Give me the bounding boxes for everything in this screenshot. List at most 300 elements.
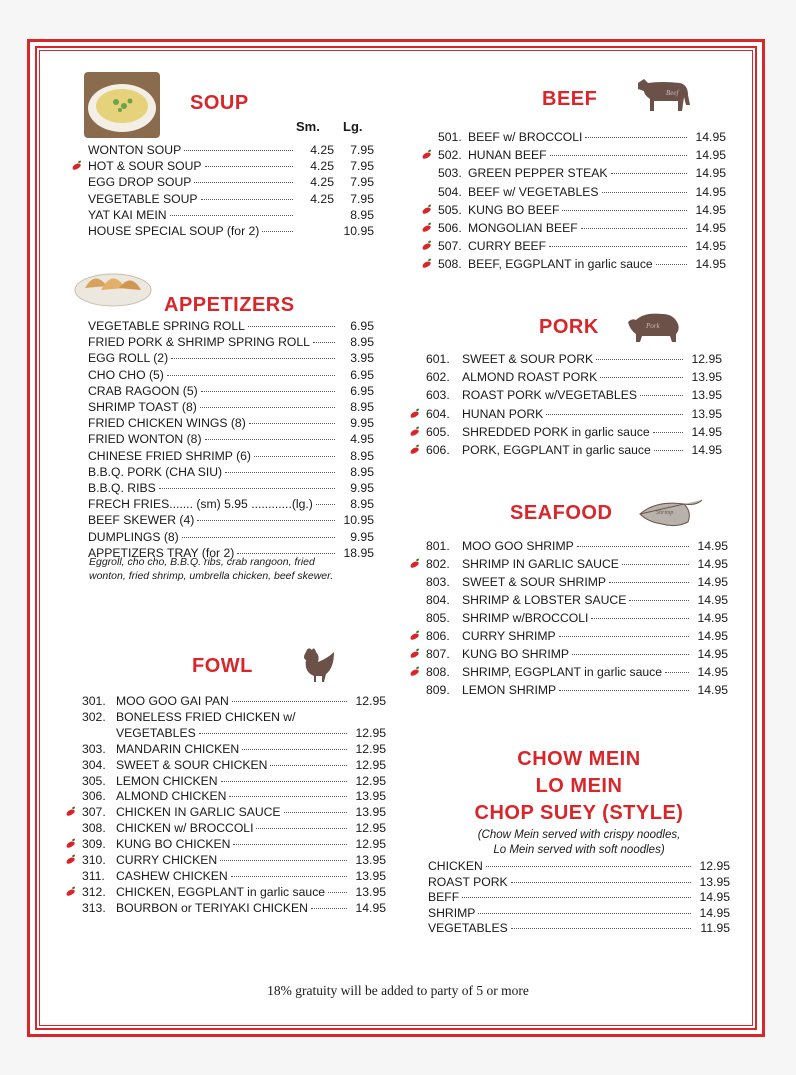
soup-item-row <box>88 223 374 239</box>
soup-item-price-small: 4.25 <box>310 191 334 206</box>
dot-leader <box>600 377 683 378</box>
dot-leader <box>184 150 293 151</box>
beef-heading: BEEF <box>542 88 598 110</box>
pork-item-name: PORK, EGGPLANT in garlic sauce <box>462 443 651 457</box>
seafood-item-number: 802. <box>426 557 450 571</box>
beef-item-name: KUNG BO BEEF <box>468 202 560 217</box>
soup-heading: SOUP <box>190 92 249 114</box>
seafood-item-price: 14.95 <box>697 647 728 661</box>
pork-item-number: 601. <box>426 352 450 366</box>
fowl-item-row <box>82 788 386 804</box>
soup-item-row <box>88 174 374 190</box>
seafood-item-name: MOO GOO SHRIMP <box>462 539 574 553</box>
soup-item-price-small: 4.25 <box>310 159 334 174</box>
dot-leader <box>511 882 691 883</box>
shrimp-icon-label: Shrimp <box>656 510 674 516</box>
appetizers-item-name: CRAB RAGOON (5) <box>88 383 198 398</box>
soup-item-price-large: 7.95 <box>350 175 374 190</box>
appetizers-item-name: CHINESE FRIED SHRIMP (6) <box>88 448 251 463</box>
dot-leader <box>256 828 347 829</box>
fowl-item-name: CHICKEN IN GARLIC SAUCE <box>116 805 281 820</box>
soup-item-price-large: 10.95 <box>343 224 374 238</box>
beef-item-number: 502. <box>438 148 462 163</box>
fowl-item-number: 312. <box>82 884 106 899</box>
chowmein-heading-line2: LO MEIN <box>535 775 623 797</box>
fowl-item-price: 13.95 <box>355 868 386 883</box>
fowl-item-name: SWEET & SOUR CHICKEN <box>116 757 268 772</box>
dot-leader <box>233 844 347 845</box>
seafood-item-name: SHRIMP w/BROCCOLI <box>462 611 589 625</box>
seafood-item-row <box>426 538 728 554</box>
dot-leader <box>550 155 687 156</box>
appetizers-item-price: 4.95 <box>350 432 374 447</box>
dot-leader <box>611 173 687 174</box>
appetizers-item-row <box>88 448 374 464</box>
seafood-item-row <box>426 646 728 662</box>
gratuity-note: 18% gratuity will be added to party of 5 or more <box>267 983 529 998</box>
dot-leader <box>197 520 335 521</box>
soup-item-name: YAT KAI MEIN <box>88 207 167 222</box>
soup-item-row <box>88 142 374 158</box>
chowmein-item-row <box>428 889 730 905</box>
fowl-item-row <box>82 852 386 868</box>
dot-leader <box>232 701 347 702</box>
seafood-item-number: 804. <box>426 593 450 607</box>
soup-item-name: EGG DROP SOUP <box>88 175 192 190</box>
seafood-item-row <box>426 556 728 572</box>
beef-item-price: 14.95 <box>695 239 726 254</box>
dot-leader <box>167 375 335 376</box>
cow-icon-label: Beef <box>666 89 679 97</box>
beef-item-row <box>438 202 726 218</box>
seafood-item-name: CURRY SHRIMP <box>462 629 556 643</box>
seafood-item-number: 806. <box>426 629 450 643</box>
beef-item-number: 505. <box>438 202 462 217</box>
appetizers-item-price: 8.95 <box>350 497 374 512</box>
seafood-item-number: 805. <box>426 611 450 625</box>
chowmein-item-price: 13.95 <box>699 874 730 889</box>
fowl-item-name: BOURBON or TERIYAKI CHICKEN <box>116 900 308 915</box>
pork-item-name: ALMOND ROAST PORK <box>462 370 598 385</box>
chowmein-item-price: 12.95 <box>699 859 730 873</box>
pig-icon-label: Pork <box>646 322 660 330</box>
dot-leader <box>170 215 293 216</box>
beef-item-number: 504. <box>438 184 462 199</box>
appetizers-item-row <box>88 431 374 447</box>
beef-item-row <box>438 129 726 145</box>
fowl-item-row <box>82 836 386 852</box>
appetizers-item-name: FRIED WONTON (8) <box>88 432 202 447</box>
pork-item-name: SHREDDED PORK in garlic sauce <box>462 424 650 439</box>
fowl-item-price: 12.95 <box>355 773 386 788</box>
fowl-item-price: 13.95 <box>355 853 386 867</box>
seafood-item-row <box>426 592 728 608</box>
shrimp-icon <box>636 496 704 530</box>
seafood-item-name: SWEET & SOUR SHRIMP <box>462 575 607 589</box>
fowl-item-row <box>82 725 386 741</box>
pork-item-row <box>426 351 722 367</box>
appetizers-item-row <box>88 383 374 399</box>
fowl-item-name: KUNG BO CHICKEN <box>116 837 231 852</box>
beef-item-price: 14.95 <box>695 130 726 144</box>
fowl-item-price: 12.95 <box>355 694 386 708</box>
pork-item-name: SWEET & SOUR PORK <box>462 352 594 366</box>
pork-item-number: 606. <box>426 443 450 457</box>
pork-item-price: 12.95 <box>691 352 722 366</box>
beef-item-name: BEEF w/ BROCCOLI <box>468 130 583 144</box>
soup-item-name: HOT & SOUR SOUP <box>88 159 202 174</box>
fowl-item-row <box>82 820 386 836</box>
chicken-icon <box>298 644 338 686</box>
soup-item-price-large: 7.95 <box>350 159 374 174</box>
beef-item-row <box>438 165 726 181</box>
dot-leader <box>225 472 335 473</box>
fowl-item-row <box>82 884 386 900</box>
beef-item-name: CURRY BEEF <box>468 239 547 254</box>
appetizers-item-row <box>88 529 374 545</box>
pork-item-row <box>426 369 722 385</box>
dot-leader <box>511 928 691 929</box>
fowl-item-number: 307. <box>82 805 106 820</box>
dot-leader <box>478 913 691 914</box>
soup-item-name: HOUSE SPECIAL SOUP (for 2) <box>88 224 260 238</box>
dot-leader <box>201 199 294 200</box>
soup-col-small: Sm. <box>296 119 320 134</box>
chowmein-heading-line1: CHOW MEIN <box>517 748 641 770</box>
appetizers-item-price: 9.95 <box>350 481 374 495</box>
soup-item-price-large: 7.95 <box>350 143 374 157</box>
seafood-item-number: 803. <box>426 575 450 589</box>
pork-item-number: 602. <box>426 370 450 385</box>
dot-leader <box>572 654 689 655</box>
fowl-item-price: 12.95 <box>355 837 386 852</box>
dot-leader <box>581 228 687 229</box>
appetizers-heading: APPETIZERS <box>164 294 295 316</box>
appetizers-item-name: APPETIZERS TRAY (for 2) <box>88 545 235 560</box>
seafood-item-row <box>426 664 728 680</box>
soup-item-row <box>88 158 374 174</box>
soup-item-price-large: 8.95 <box>350 207 374 222</box>
chowmein-item-price: 11.95 <box>700 921 730 935</box>
beef-item-name: MONGOLIAN BEEF <box>468 221 578 235</box>
fowl-item-name: CASHEW CHICKEN <box>116 868 228 883</box>
beef-item-price: 14.95 <box>695 221 726 235</box>
soup-item-price-large: 7.95 <box>350 191 374 206</box>
soup-item-row <box>88 191 374 207</box>
appetizers-item-name: DUMPLINGS (8) <box>88 529 179 544</box>
dot-leader <box>221 781 347 782</box>
appetizers-item-name: VEGETABLE SPRING ROLL <box>88 319 245 333</box>
pork-item-price: 13.95 <box>691 388 722 403</box>
beef-item-row <box>438 256 726 272</box>
dot-leader <box>546 414 683 415</box>
appetizers-item-name: FRECH FRIES....... (sm) 5.95 ............(lg.) <box>88 497 313 512</box>
appetizers-tray-note-line2: wonton, fried shrimp, umbrella chicken, beef skewer. <box>89 570 334 582</box>
dot-leader <box>254 456 335 457</box>
appetizers-item-price: 3.95 <box>350 351 374 366</box>
beef-item-name: BEEF w/ VEGETABLES <box>468 184 599 199</box>
beef-item-number: 507. <box>438 239 462 254</box>
seafood-item-row <box>426 574 728 590</box>
cow-icon <box>636 75 692 115</box>
pork-heading: PORK <box>539 316 599 338</box>
dot-leader <box>205 166 293 167</box>
fowl-item-row <box>82 804 386 820</box>
dot-leader <box>559 636 689 637</box>
dot-leader <box>229 796 347 797</box>
beef-item-name: GREEN PEPPER STEAK <box>468 166 608 181</box>
dot-leader <box>629 600 689 601</box>
seafood-item-price: 14.95 <box>697 611 728 625</box>
seafood-item-number: 809. <box>426 683 450 697</box>
soup-col-large: Lg. <box>343 119 363 134</box>
pork-item-row <box>426 442 722 458</box>
chowmein-item-row <box>428 905 730 921</box>
soup-bowl-icon <box>84 72 160 138</box>
fowl-item-row <box>82 868 386 884</box>
soup-item-row <box>88 207 374 223</box>
appetizers-item-row <box>88 350 374 366</box>
appetizers-item-price: 8.95 <box>350 335 374 350</box>
fowl-item-name: LEMON CHICKEN <box>116 773 218 788</box>
dot-leader <box>237 553 335 554</box>
dot-leader <box>249 423 335 424</box>
soup-item-name: VEGETABLE SOUP <box>88 191 198 206</box>
dot-leader <box>622 564 689 565</box>
fowl-heading: FOWL <box>192 655 253 677</box>
pork-item-price: 13.95 <box>691 370 722 385</box>
chowmein-note-line1: (Chow Mein served with crispy noodles, <box>477 829 681 841</box>
fowl-item-price: 13.95 <box>355 789 386 804</box>
beef-item-row <box>438 184 726 200</box>
dot-leader <box>596 359 683 360</box>
appetizers-item-name: B.B.Q. PORK (CHA SIU) <box>88 464 223 479</box>
fowl-item-price: 12.95 <box>355 741 386 756</box>
appetizers-item-name: CHO CHO (5) <box>88 367 164 382</box>
fowl-item-number: 304. <box>82 757 106 772</box>
appetizers-item-row <box>88 415 374 431</box>
dot-leader <box>559 690 689 691</box>
appetizers-item-name: FRIED PORK & SHRIMP SPRING ROLL <box>88 335 310 350</box>
dot-leader <box>200 407 335 408</box>
fowl-item-name: CURRY CHICKEN <box>116 853 218 867</box>
dot-leader <box>602 192 688 193</box>
appetizers-item-name: B.B.Q. RIBS <box>88 481 156 495</box>
chowmein-item-price: 14.95 <box>699 905 730 920</box>
fowl-item-number: 313. <box>82 900 106 915</box>
appetizers-item-price: 6.95 <box>350 367 374 382</box>
chowmein-item-row <box>428 874 730 890</box>
fowl-item-number: 309. <box>82 837 106 852</box>
beef-item-number: 506. <box>438 221 462 235</box>
fowl-item-number: 308. <box>82 821 106 836</box>
chowmein-note-line2: Lo Mein served with soft noodles) <box>493 844 665 856</box>
pork-item-price: 14.95 <box>691 443 722 457</box>
appetizers-item-price: 8.95 <box>350 400 374 414</box>
dot-leader <box>201 391 335 392</box>
chowmein-item-price: 14.95 <box>699 890 730 904</box>
fowl-item-name: MANDARIN CHICKEN <box>116 741 240 756</box>
fowl-item-row <box>82 693 386 709</box>
soup-item-name: WONTON SOUP <box>88 143 182 157</box>
seafood-item-price: 14.95 <box>697 557 728 571</box>
dot-leader <box>656 264 687 265</box>
dumplings-plate-icon <box>73 262 153 308</box>
dot-leader <box>549 246 687 247</box>
beef-item-price: 14.95 <box>695 202 726 217</box>
beef-item-row <box>438 220 726 236</box>
seafood-item-row <box>426 682 728 698</box>
seafood-item-name: SHRIMP IN GARLIC SAUCE <box>462 557 619 571</box>
seafood-item-name: SHRIMP, EGGPLANT in garlic sauce <box>462 665 663 679</box>
fowl-item-row <box>82 773 386 789</box>
fowl-item-number: 301. <box>82 694 106 708</box>
appetizers-item-name: EGG ROLL (2) <box>88 351 169 366</box>
fowl-item-name: CHICKEN w/ BROCCOLI <box>116 821 254 836</box>
pork-item-row <box>426 387 722 403</box>
chowmein-item-name: BEFF <box>428 890 460 904</box>
beef-item-price: 14.95 <box>695 148 726 163</box>
dot-leader <box>262 231 293 232</box>
chowmein-item-name: SHRIMP <box>428 905 476 920</box>
beef-item-name: BEEF, EGGPLANT in garlic sauce <box>468 257 653 272</box>
fowl-item-number: 311. <box>82 868 105 883</box>
chowmein-item-name: ROAST PORK <box>428 874 508 889</box>
dot-leader <box>284 812 347 813</box>
appetizers-item-row <box>88 399 374 415</box>
beef-item-price: 14.95 <box>695 166 726 181</box>
appetizers-item-price: 8.95 <box>350 448 374 463</box>
seafood-item-price: 14.95 <box>697 539 728 553</box>
seafood-item-name: SHRIMP & LOBSTER SAUCE <box>462 593 627 607</box>
pork-item-number: 605. <box>426 424 450 439</box>
appetizers-item-row <box>88 367 374 383</box>
appetizers-item-price: 8.95 <box>350 464 374 479</box>
dot-leader <box>591 618 689 619</box>
beef-item-price: 14.95 <box>695 184 726 199</box>
pork-item-name: ROAST PORK w/VEGETABLES <box>462 388 637 403</box>
seafood-heading: SEAFOOD <box>510 502 613 524</box>
appetizers-item-row <box>88 318 374 334</box>
pork-item-name: HUNAN PORK <box>462 406 544 421</box>
pork-item-price: 14.95 <box>691 424 722 439</box>
pork-item-number: 603. <box>426 388 450 403</box>
beef-item-name: HUNAN BEEF <box>468 148 547 163</box>
fowl-item-name: ALMOND CHICKEN <box>116 789 227 804</box>
pork-item-number: 604. <box>426 406 450 421</box>
pork-item-row <box>426 406 722 422</box>
appetizers-item-row <box>88 480 374 496</box>
chowmein-item-name: VEGETABLES <box>428 921 508 935</box>
appetizers-item-price: 9.95 <box>350 529 374 544</box>
dot-leader <box>220 860 347 861</box>
seafood-item-price: 14.95 <box>697 665 728 679</box>
dot-leader <box>562 210 687 211</box>
dot-leader <box>585 137 687 138</box>
soup-item-price-small: 4.25 <box>310 143 334 157</box>
dot-leader <box>462 897 691 898</box>
fowl-item-number: 303. <box>82 741 106 756</box>
dot-leader <box>640 395 683 396</box>
seafood-item-name: LEMON SHRIMP <box>462 683 557 697</box>
appetizers-item-row <box>88 512 374 528</box>
dot-leader <box>270 765 347 766</box>
dot-leader <box>316 504 335 505</box>
dot-leader <box>577 546 689 547</box>
fowl-item-name: MOO GOO GAI PAN <box>116 694 229 708</box>
fowl-item-price: 12.95 <box>355 725 386 740</box>
seafood-item-name: KUNG BO SHRIMP <box>462 647 569 661</box>
appetizers-item-name: FRIED CHICKEN WINGS (8) <box>88 416 246 431</box>
appetizers-item-name: BEEF SKEWER (4) <box>88 513 195 528</box>
appetizers-item-row <box>88 464 374 480</box>
fowl-item-price: 14.95 <box>355 900 386 915</box>
soup-item-price-small: 4.25 <box>310 175 334 190</box>
beef-item-number: 501. <box>438 130 462 144</box>
seafood-item-number: 801. <box>426 539 450 553</box>
pork-item-price: 13.95 <box>691 406 722 421</box>
seafood-item-number: 808. <box>426 665 450 679</box>
appetizers-item-row <box>88 334 374 350</box>
dot-leader <box>313 342 335 343</box>
dot-leader <box>311 908 347 909</box>
appetizers-item-price: 9.95 <box>350 416 374 431</box>
appetizers-item-row <box>88 496 374 512</box>
beef-item-row <box>438 238 726 254</box>
dot-leader <box>248 326 335 327</box>
dot-leader <box>328 892 347 893</box>
dot-leader <box>653 432 683 433</box>
fowl-item-name: CHICKEN, EGGPLANT in garlic sauce <box>116 884 326 899</box>
dot-leader <box>171 358 335 359</box>
fowl-item-row <box>82 741 386 757</box>
fowl-item-name: BONELESS FRIED CHICKEN w/ <box>116 709 296 724</box>
chowmein-item-row <box>428 920 730 936</box>
dot-leader <box>199 733 347 734</box>
fowl-item-price: 13.95 <box>355 805 386 820</box>
seafood-item-price: 14.95 <box>697 575 728 589</box>
seafood-item-price: 14.95 <box>697 593 728 607</box>
chowmein-item-name: CHICKEN <box>428 859 483 873</box>
seafood-item-row <box>426 628 728 644</box>
fowl-item-number: 310. <box>82 853 106 867</box>
fowl-item-row <box>82 900 386 916</box>
dot-leader <box>194 182 293 183</box>
seafood-item-price: 14.95 <box>697 683 728 697</box>
appetizers-item-price: 6.95 <box>350 383 374 398</box>
dot-leader <box>231 876 347 877</box>
appetizers-item-price: 18.95 <box>343 545 374 560</box>
pork-item-row <box>426 424 722 440</box>
chowmein-item-row <box>428 858 730 874</box>
fowl-item-price: 13.95 <box>355 884 386 899</box>
chowmein-heading-line3: CHOP SUEY (STYLE) <box>474 802 684 824</box>
dot-leader <box>205 439 335 440</box>
dot-leader <box>486 866 691 867</box>
pig-icon <box>626 308 682 344</box>
beef-item-row <box>438 147 726 163</box>
seafood-item-number: 807. <box>426 647 450 661</box>
dot-leader <box>609 582 689 583</box>
fowl-item-number: 302. <box>82 709 106 724</box>
dot-leader <box>654 450 683 451</box>
dot-leader <box>182 537 335 538</box>
fowl-item-price: 12.95 <box>355 821 386 836</box>
seafood-item-row <box>426 610 728 626</box>
dot-leader <box>242 749 347 750</box>
appetizers-item-price: 10.95 <box>343 513 374 528</box>
appetizers-item-name: SHRIMP TOAST (8) <box>88 400 197 414</box>
